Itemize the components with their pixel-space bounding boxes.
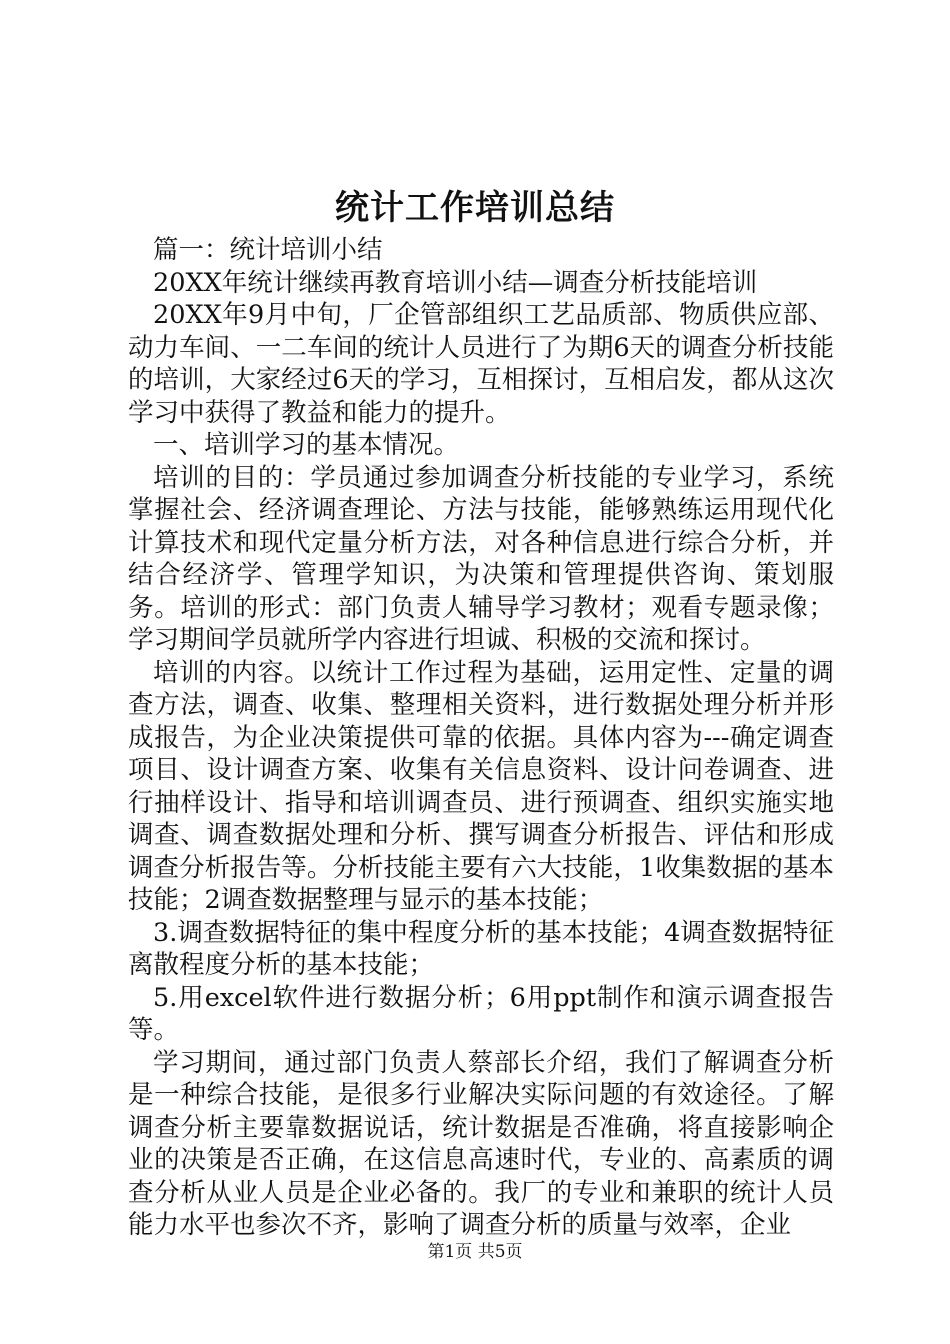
body-paragraph: 培训的内容。以统计工作过程为基础，运用定性、定量的调查方法，调查、收集、整理相关资料，进行数据处理分析并形成报告，为企业决策提供可靠的依据。具体内容为---确定调查项目、设计调查方案、收集有关信息资料、设计问卷调查、进行抽样设计、指导和培训调查员、进行预调查、组织实施实地调查、调查数据处理和分析、撰写调查分析报告、评估和形成调查分析报告等。分析技能主要有六大技能，1收集数据的基本技能；2调查数据整理与显示的基本技能； (128, 657, 834, 915)
section-heading: 篇一：统计培训小结 (153, 235, 383, 265)
subtitle-paragraph: 20XX年统计继续再教育培训小结—调查分析技能培训 (153, 267, 758, 298)
page-footer: 第1页 共5页 (427, 1242, 523, 1262)
body-paragraph: 学习期间，通过部门负责人蔡部长介绍，我们了解调查分析是一种综合技能，是很多行业解决实际问题的有效途径。了解调查分析主要靠数据说话，统计数据是否准确，将直接影响企业的决策是否正确，在这信息高速时代，专业的、高素质的调查分析从业人员是企业必备的。我厂的专业和兼职的统计人员能力水平也参次不齐，影响了调查分析的质量与效率，企业 (128, 1047, 834, 1240)
body-paragraph: 5.用excel软件进行数据分析；6用ppt制作和演示调查报告等。 (128, 982, 834, 1045)
body-paragraph: 20XX年9月中旬，厂企管部组织工艺品质部、物质供应部、动力车间、一二车间的统计人员进行了为期6天的调查分析技能的培训，大家经过6天的学习，互相探讨，互相启发，都从这次学习中获得了教益和能力的提升。 (128, 300, 834, 428)
body-paragraph: 3.调查数据特征的集中程度分析的基本技能；4调查数据特征离散程度分析的基本技能； (128, 917, 834, 980)
document-title: 统计工作培训总结 (335, 188, 615, 228)
document-body (128, 234, 834, 1242)
section-heading: 一、培训学习的基本情况。 (153, 430, 460, 460)
body-paragraph: 培训的目的：学员通过参加调查分析技能的专业学习，系统掌握社会、经济调查理论、方法与技能，能够熟练运用现代化计算技术和现代定量分析方法，对各种信息进行综合分析，并结合经济学、管理学知识，为决策和管理提供咨询、策划服务。培训的形式：部门负责人辅导学习教材；观看专题录像；学习期间学员就所学内容进行坦诚、积极的交流和探讨。 (128, 462, 834, 655)
